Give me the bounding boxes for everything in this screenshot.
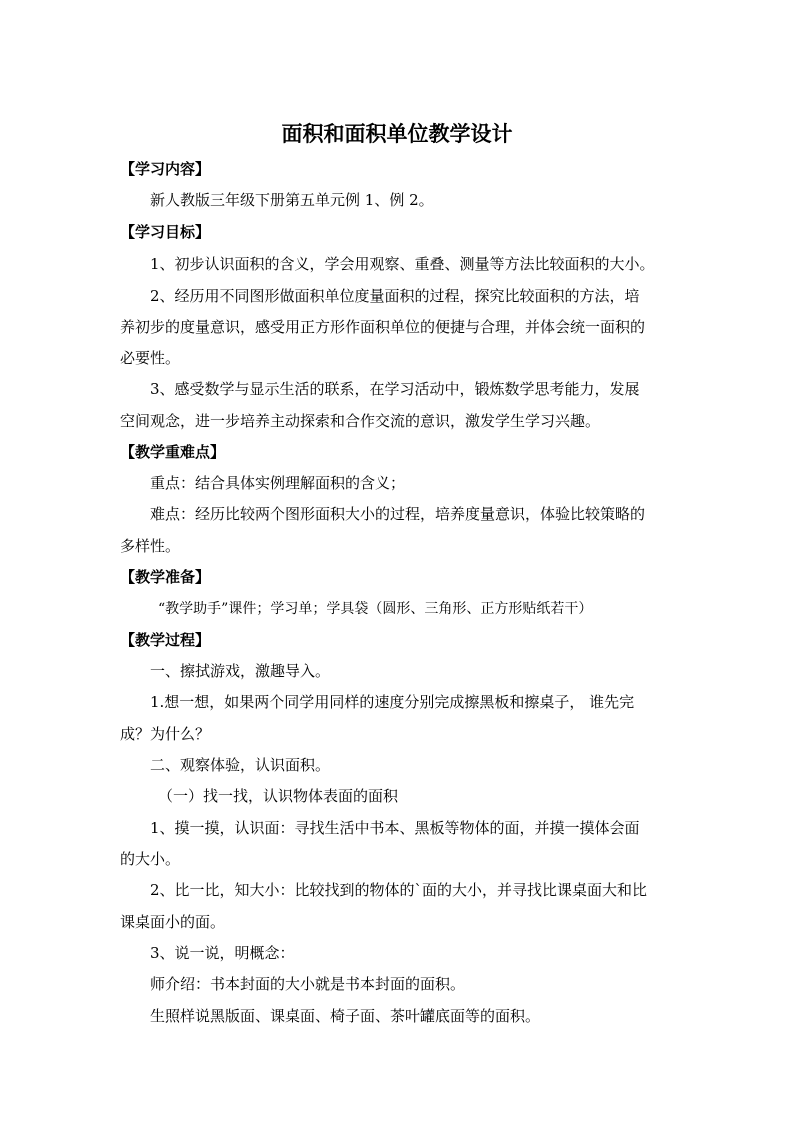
heading-keypoints: 【教学重难点】 <box>120 443 226 461</box>
process-3: 二、观察体验，认识面积。 <box>150 756 331 774</box>
goal-1: 1、初步认识面积的含义，学会用观察、重叠、测量等方法比较面积的大小。 <box>150 255 655 273</box>
heading-content: 【学习内容】 <box>120 160 211 178</box>
goal-3-line-2: 空间观念，进一步培养主动探索和合作交流的意识，激发学生学习兴趣。 <box>120 412 601 430</box>
process-8: 师介绍：书本封面的大小就是书本封面的面积。 <box>150 975 466 993</box>
goal-2-line-2: 养初步的度量意识，感受用正方形作面积单位的便捷与合理，并体会统一面积的 <box>120 318 646 336</box>
key-point: 重点：结合具体实例理解面积的含义； <box>150 474 406 492</box>
difficulty-line-1: 难点：经历比较两个图形面积大小的过程，培养度量意识，体验比较策略的 <box>150 505 646 523</box>
content-text: 新人教版三年级下册第五单元例 1、例 2。 <box>150 191 434 209</box>
goal-3-line-1: 3、感受数学与显示生活的联系，在学习活动中，锻炼数学思考能力，发展 <box>150 380 640 398</box>
process-5-line-2: 的大小。 <box>120 850 181 868</box>
goal-2-line-1: 2、经历用不同图形做面积单位度量面积的过程，探究比较面积的方法，培 <box>150 287 640 305</box>
process-5-line-1: 1、摸一摸，认识面：寻找生活中书本、黑板等物体的面，并摸一摸体会面 <box>150 819 640 837</box>
goal-2-line-3: 必要性。 <box>120 349 181 367</box>
heading-process: 【教学过程】 <box>120 631 211 649</box>
process-2-line-1: 1.想一想，如果两个同学用同样的速度分别完成擦黑板和擦桌子， 谁先完 <box>150 693 635 711</box>
process-7: 3、说一说，明概念： <box>150 944 295 962</box>
process-4: （一）找一找，认识物体表面的面积 <box>158 787 399 805</box>
prep-text: “教学助手”课件；学习单；学具袋（圆形、三角形、正方形贴纸若干） <box>158 601 593 617</box>
process-1: 一、擦拭游戏，激趣导入。 <box>150 662 331 680</box>
heading-goals: 【学习目标】 <box>120 223 211 241</box>
process-9: 生照样说黑版面、课桌面、椅子面、茶叶罐底面等的面积。 <box>150 1007 541 1025</box>
document-title: 面积和面积单位教学设计 <box>281 122 513 146</box>
process-6-line-2: 课桌面小的面。 <box>120 913 226 931</box>
heading-prep: 【教学准备】 <box>120 568 211 586</box>
process-6-line-1: 2、比一比，知大小：比较找到的物体的`面的大小，并寻找比课桌面大和比 <box>150 881 648 899</box>
process-2-line-2: 成？为什么？ <box>120 725 211 743</box>
difficulty-line-2: 多样性。 <box>120 537 181 555</box>
